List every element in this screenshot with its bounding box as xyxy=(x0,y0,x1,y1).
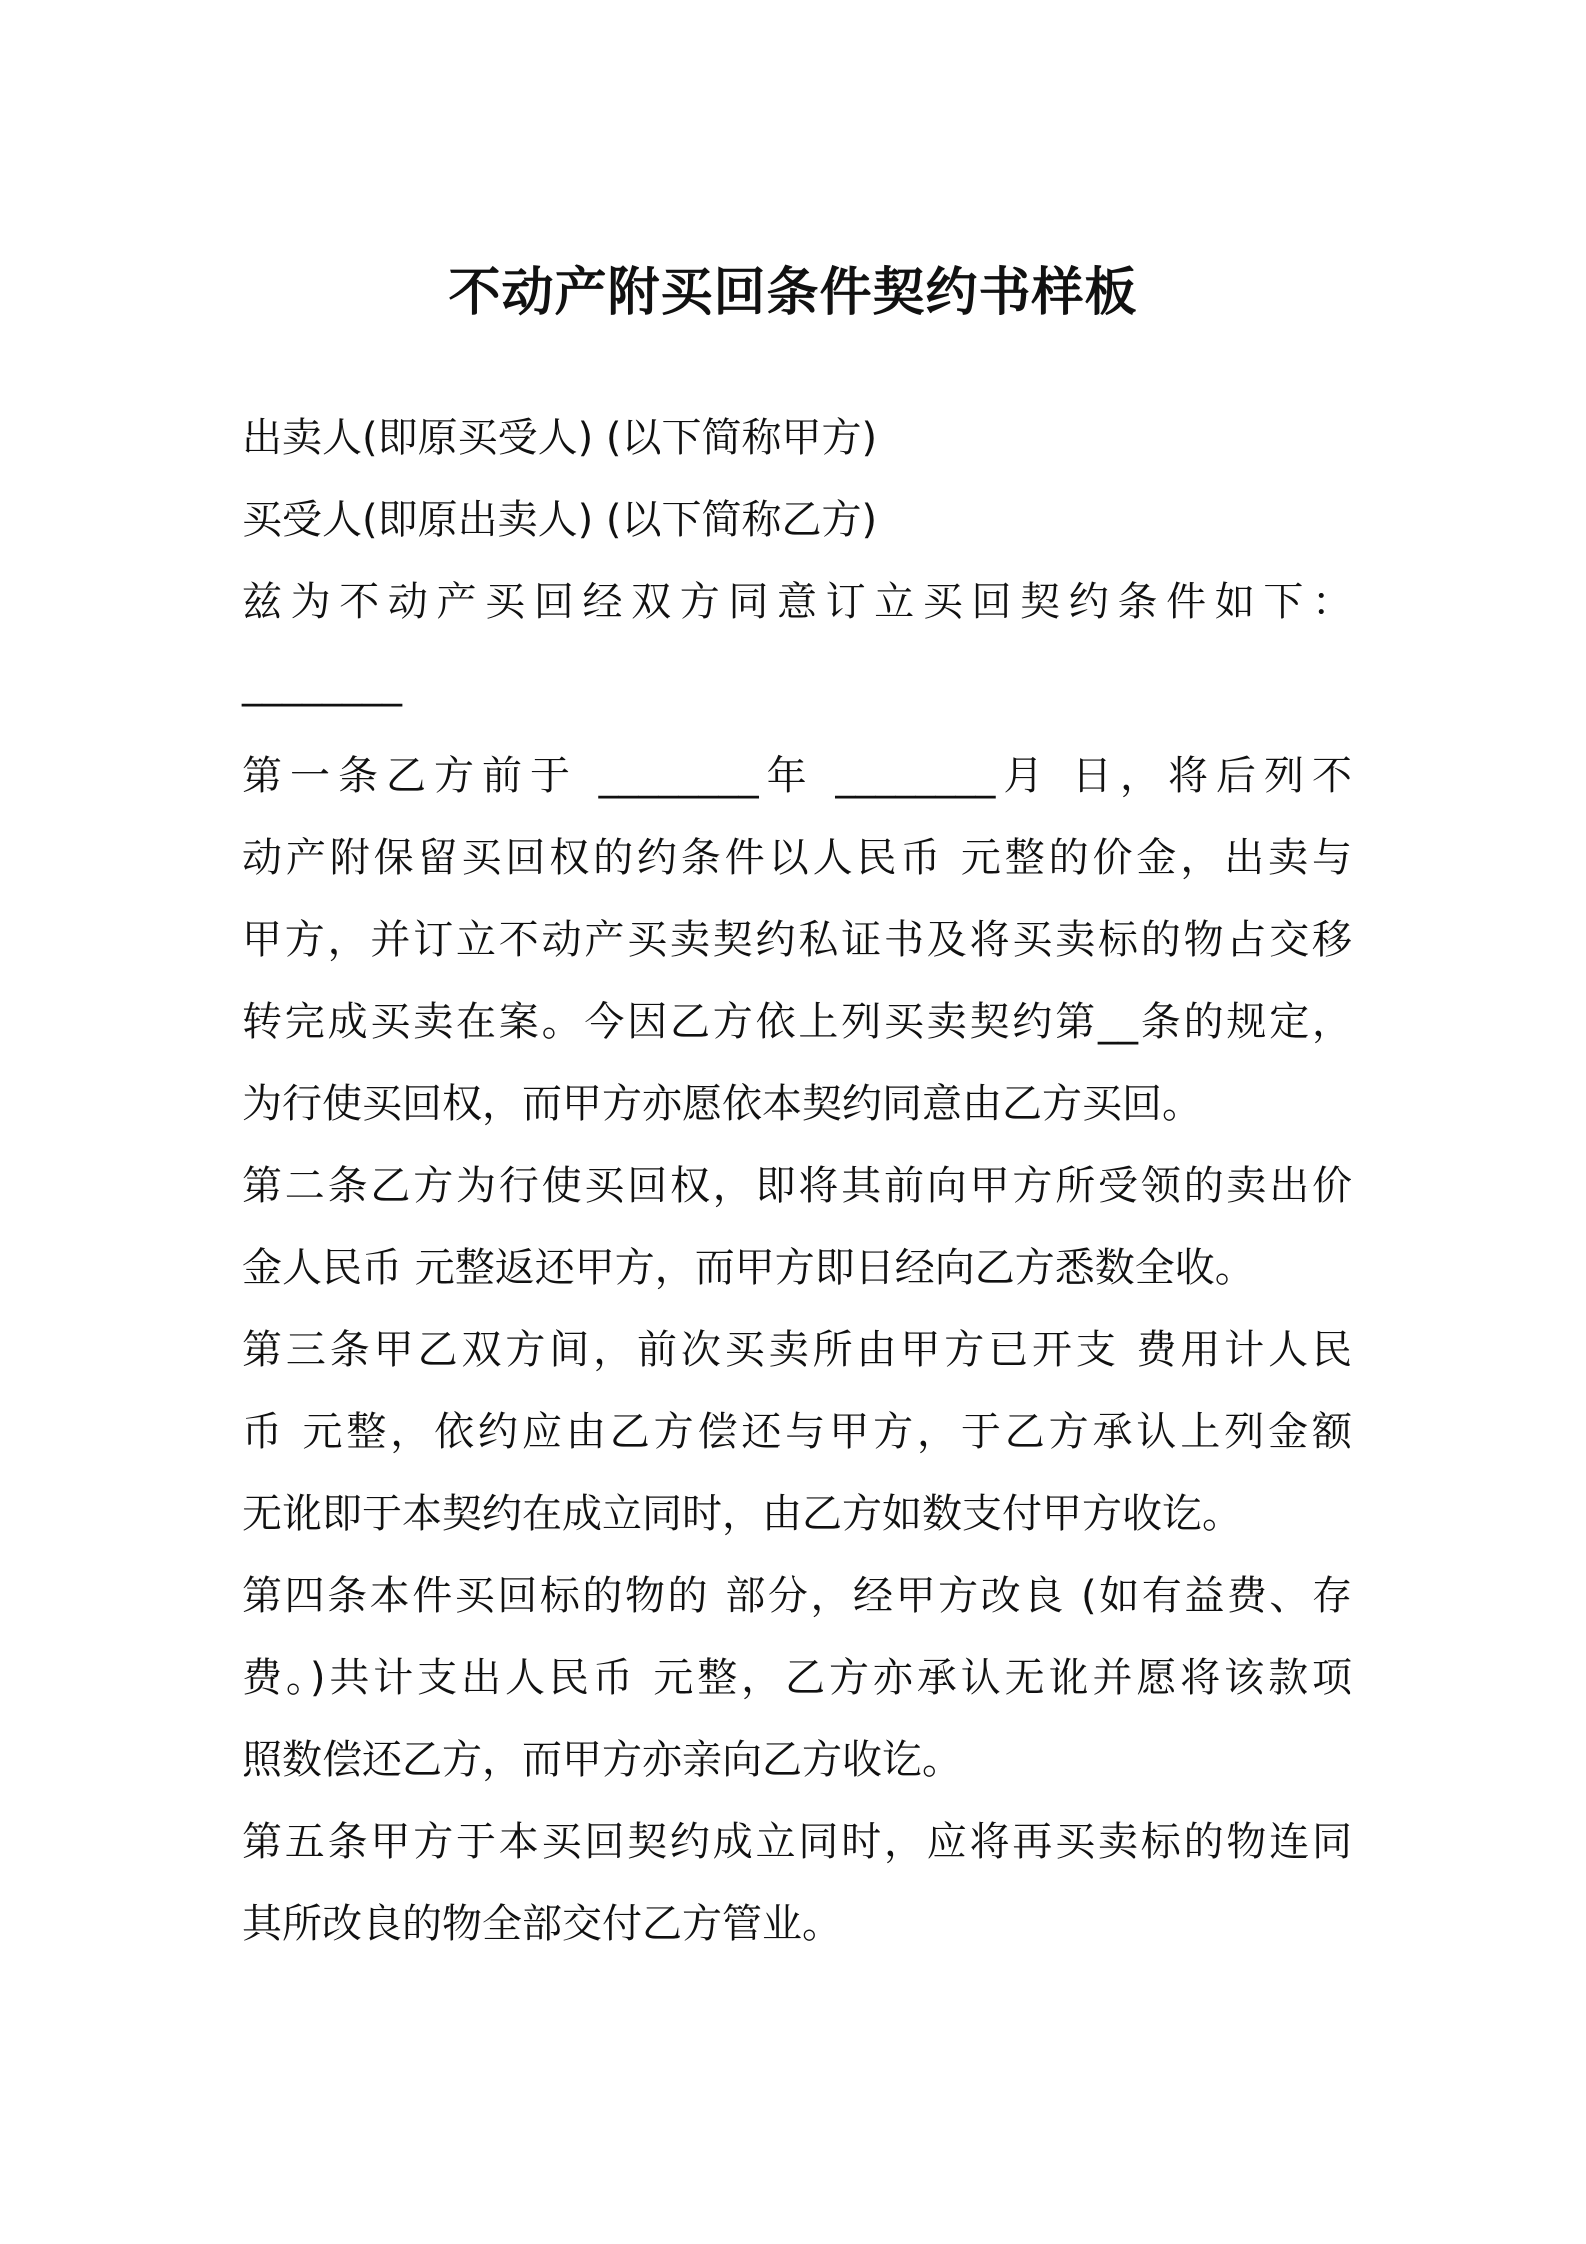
article-1-line-1: 第一条乙方前于 ________年 ________月 日，将后列不 xyxy=(242,753,1352,799)
article-3-line-1: 第三条甲乙双方间，前次买卖所由甲方已开支 费用计人民 xyxy=(242,1327,1352,1373)
blank-line: ________ xyxy=(242,661,402,707)
article-5-line-2: 其所改良的物全部交付乙方管业。 xyxy=(242,1901,842,1947)
document-title: 不动产附买回条件契约书样板 xyxy=(448,263,1138,323)
article-4-line-2: 费。)共计支出人民币 元整，乙方亦承认无讹并愿将该款项 xyxy=(242,1655,1352,1701)
article-4-line-3: 照数偿还乙方，而甲方亦亲向乙方收讫。 xyxy=(242,1737,962,1783)
article-1-line-4: 转完成买卖在案。今因乙方依上列买卖契约第__条的规定， xyxy=(242,999,1352,1045)
article-1-line-2: 动产附保留买回权的约条件以人民币 元整的价金，出卖与 xyxy=(242,835,1352,881)
article-1-line-3: 甲方，并订立不动产买卖契约私证书及将买卖标的物占交移 xyxy=(242,917,1352,963)
buyer-line: 买受人(即原出卖人) (以下简称乙方) xyxy=(242,497,878,543)
article-3-line-3: 无讹即于本契约在成立同时，由乙方如数支付甲方收讫。 xyxy=(242,1491,1242,1537)
article-3-line-2: 币 元整，依约应由乙方偿还与甲方，于乙方承认上列金额 xyxy=(242,1409,1352,1455)
article-1-line-5: 为行使买回权，而甲方亦愿依本契约同意由乙方买回。 xyxy=(242,1081,1202,1127)
article-2-line-1: 第二条乙方为行使买回权，即将其前向甲方所受领的卖出价 xyxy=(242,1163,1352,1209)
preamble-line: 兹为不动产买回经双方同意订立买回契约条件如下： xyxy=(242,579,1352,625)
seller-line: 出卖人(即原买受人) (以下简称甲方) xyxy=(242,415,878,461)
article-5-line-1: 第五条甲方于本买回契约成立同时，应将再买卖标的物连同 xyxy=(242,1819,1352,1865)
article-4-line-1: 第四条本件买回标的物的 部分，经甲方改良 (如有益费、存 xyxy=(242,1573,1352,1619)
article-2-line-2: 金人民币 元整返还甲方，而甲方即日经向乙方悉数全收。 xyxy=(242,1245,1255,1291)
